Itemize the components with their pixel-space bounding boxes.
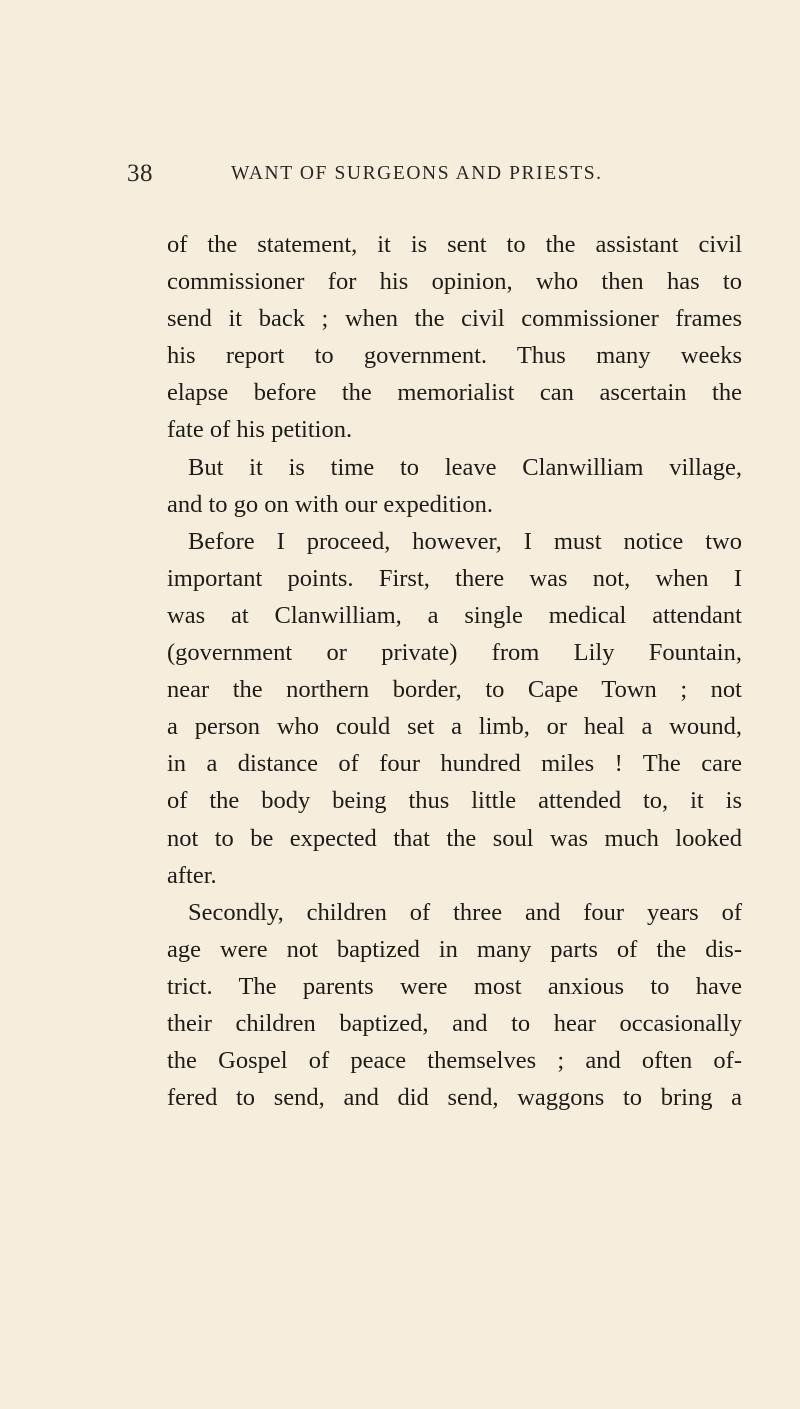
text-line: (government or private) from Lily Fountain,: [167, 639, 742, 667]
text-line: his report to government. Thus many weeks: [167, 342, 742, 370]
text-line: a person who could set a limb, or heal a wound,: [167, 713, 742, 741]
text-line: age were not baptized in many parts of the dis-: [167, 935, 742, 963]
text-line: the Gospel of peace themselves ; and often of-: [167, 1047, 742, 1075]
text-line: But it is time to leave Clanwilliam village,: [188, 453, 742, 481]
text-line: important points. First, there was not, when I: [167, 564, 742, 592]
running-head: [127, 160, 759, 200]
text-line: fate of his petition.: [167, 416, 353, 444]
text-line: elapse before the memorialist can ascertain the: [167, 379, 742, 407]
text-line: trict. The parents were most anxious to have: [167, 972, 742, 1000]
running-title: WANT OF SURGEONS AND PRIESTS.: [231, 163, 603, 184]
text-line: Before I proceed, however, I must notice two: [188, 527, 742, 555]
text-line: after.: [167, 861, 217, 889]
page-number: 38: [127, 160, 153, 187]
text-line: not to be expected that the soul was much looked: [167, 824, 742, 852]
text-line: in a distance of four hundred miles ! The care: [167, 750, 742, 778]
text-line: and to go on with our expedition.: [167, 490, 493, 518]
text-line: Secondly, children of three and four years of: [188, 898, 742, 926]
text-line: their children baptized, and to hear occasionally: [167, 1009, 742, 1037]
text-line: of the body being thus little attended to, it is: [167, 787, 742, 815]
body-text: [167, 226, 742, 1116]
text-line: send it back ; when the civil commissioner frames: [167, 305, 742, 333]
text-line: was at Clanwilliam, a single medical attendant: [167, 601, 742, 629]
text-line: fered to send, and did send, waggons to bring a: [167, 1084, 742, 1112]
text-line: near the northern border, to Cape Town ; not: [167, 676, 742, 704]
text-line: commissioner for his opinion, who then has to: [167, 268, 742, 296]
text-line: of the statement, it is sent to the assistant civil: [167, 231, 742, 258]
